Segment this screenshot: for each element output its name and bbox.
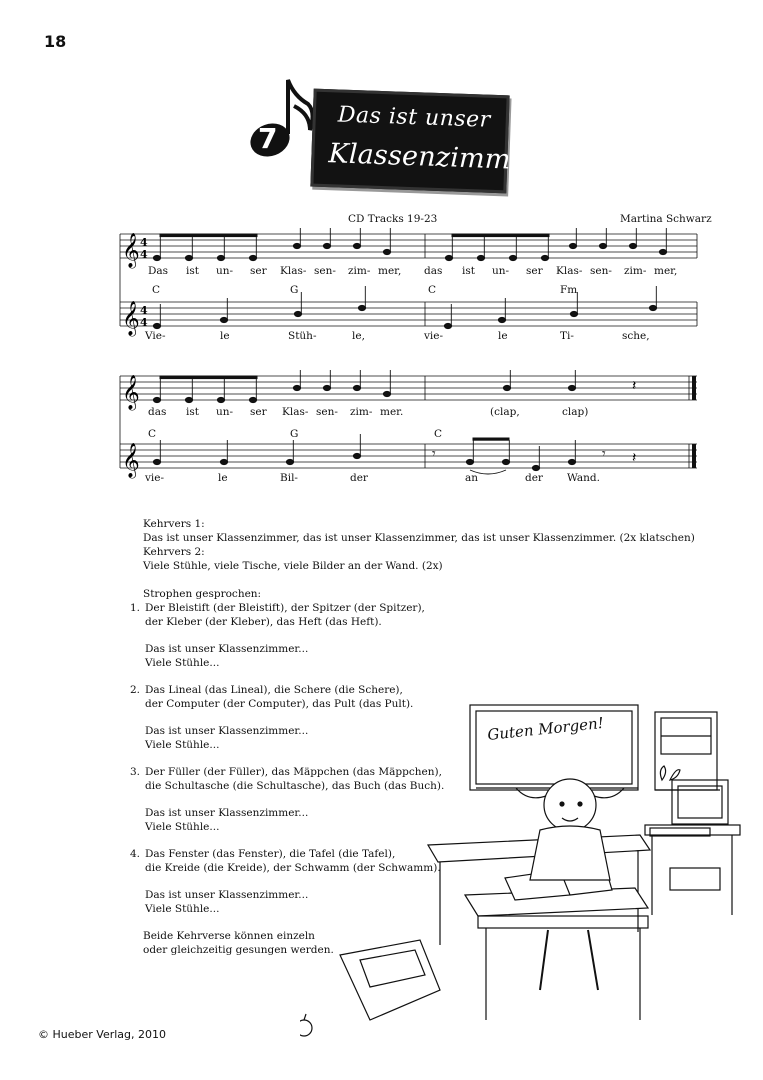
page-number: 18 bbox=[44, 32, 67, 51]
chorus-reference: Das ist unser Klassenzimmer... bbox=[145, 889, 309, 901]
svg-text:4: 4 bbox=[140, 248, 148, 261]
refrain-1-label: Kehrvers 1: bbox=[143, 518, 205, 530]
title-line-1: Das ist unser bbox=[337, 102, 492, 133]
verse-line: der Kleber (der Kleber), das Heft (das Heft). bbox=[145, 616, 382, 628]
lyric: an bbox=[465, 472, 479, 484]
svg-text:4: 4 bbox=[140, 236, 148, 249]
lyric: ser bbox=[250, 406, 267, 418]
score-system-2 bbox=[112, 370, 702, 490]
treble-clef-icon: 𝄞 bbox=[122, 443, 140, 478]
lyric: Das bbox=[148, 265, 169, 277]
lyric: un- bbox=[492, 265, 510, 277]
lyric: Bil- bbox=[280, 472, 298, 484]
lyric: der bbox=[350, 472, 368, 484]
lyric: sche, bbox=[622, 330, 650, 342]
lyric: das bbox=[148, 406, 167, 418]
lyric: zim- bbox=[350, 406, 373, 418]
lyric: das bbox=[424, 265, 443, 277]
lyric: ist bbox=[186, 406, 199, 418]
apple bbox=[300, 1020, 312, 1036]
blackboard-greeting: Guten Morgen! bbox=[486, 713, 605, 744]
blackboard bbox=[470, 705, 638, 790]
svg-text:4: 4 bbox=[140, 316, 148, 329]
chord: C bbox=[148, 428, 157, 440]
lyric: mer, bbox=[378, 265, 402, 277]
lyric: ist bbox=[186, 265, 199, 277]
verse-number: 3. bbox=[130, 766, 141, 778]
chorus-reference: Viele Stühle... bbox=[145, 657, 220, 669]
lyric: sen- bbox=[590, 265, 612, 277]
copyright-footer: © Hueber Verlag, 2010 bbox=[38, 1028, 167, 1041]
verse-line: Das Lineal (das Lineal), die Schere (die Schere), bbox=[145, 684, 403, 696]
refrain-2-label: Kehrvers 2: bbox=[143, 546, 205, 558]
lyric: Stüh- bbox=[288, 330, 317, 342]
lyric: ser bbox=[526, 265, 543, 277]
lyric: sen- bbox=[314, 265, 336, 277]
lyric: Vie- bbox=[145, 330, 166, 342]
composer-name: Martina Schwarz bbox=[620, 213, 712, 225]
cd-tracks-label: CD Tracks 19-23 bbox=[348, 213, 438, 225]
title-chalkboard bbox=[310, 89, 541, 194]
chord: G bbox=[290, 428, 299, 440]
lyric: zim- bbox=[624, 265, 647, 277]
lyric: Klas- bbox=[280, 265, 307, 277]
svg-text:4: 4 bbox=[140, 304, 148, 317]
lyric: sen- bbox=[316, 406, 338, 418]
classroom-illustration bbox=[300, 700, 760, 1045]
verse-number: 4. bbox=[130, 848, 141, 860]
chorus-reference: Das ist unser Klassenzimmer... bbox=[145, 643, 309, 655]
svg-text:𝄾: 𝄾 bbox=[602, 446, 606, 462]
lyric: un- bbox=[216, 406, 234, 418]
schoolbag bbox=[340, 940, 440, 1020]
lyric: Wand. bbox=[567, 472, 600, 484]
lyric: zim- bbox=[348, 265, 371, 277]
lyric: ist bbox=[462, 265, 475, 277]
chorus-reference: Viele Stühle... bbox=[145, 739, 220, 751]
lyric: clap) bbox=[562, 406, 589, 418]
chorus-reference: Viele Stühle... bbox=[145, 821, 220, 833]
closing-note: Beide Kehrverse können einzeln bbox=[143, 930, 315, 942]
chorus-reference: Viele Stühle... bbox=[145, 903, 220, 915]
refrain-1-text: Das ist unser Klassenzimmer, das ist unser Klassenzimmer, das ist unser Klassenzimmer. (2x klatschen) bbox=[143, 532, 695, 544]
treble-clef-icon: 𝄞 bbox=[122, 375, 140, 410]
lyric: der bbox=[525, 472, 543, 484]
lyric: le bbox=[218, 472, 228, 484]
treble-clef-icon: 𝄞 bbox=[122, 301, 140, 336]
spoken-label: Strophen gesprochen: bbox=[143, 588, 262, 600]
lyric: Ti- bbox=[560, 330, 574, 342]
lyric: Klas- bbox=[282, 406, 309, 418]
lyric: (clap, bbox=[490, 406, 520, 418]
lyric: le bbox=[498, 330, 508, 342]
chord: G bbox=[290, 284, 299, 296]
chord: C bbox=[428, 284, 437, 296]
lyric: vie- bbox=[424, 330, 444, 342]
lyric: mer, bbox=[654, 265, 678, 277]
verse-line: die Kreide (die Kreide), der Schwamm (der Schwamm). bbox=[145, 862, 441, 874]
verse-line: Der Bleistift (der Bleistift), der Spitzer (der Spitzer), bbox=[145, 602, 425, 614]
closing-note: oder gleichzeitig gesungen werden. bbox=[143, 944, 334, 956]
svg-text:𝄽: 𝄽 bbox=[632, 450, 637, 466]
girl-head bbox=[544, 779, 596, 831]
lyric: un- bbox=[216, 265, 234, 277]
chord: C bbox=[434, 428, 443, 440]
verse-line: der Computer (der Computer), das Pult (das Pult). bbox=[145, 698, 414, 710]
refrain-2-text: Viele Stühle, viele Tische, viele Bilder an der Wand. (2x) bbox=[143, 560, 443, 572]
score-system-1 bbox=[112, 228, 702, 348]
lyric: mer. bbox=[380, 406, 404, 418]
window bbox=[655, 712, 717, 790]
treble-clef-icon: 𝄞 bbox=[122, 233, 140, 268]
verse-line: Der Füller (der Füller), das Mäppchen (das Mäppchen), bbox=[145, 766, 442, 778]
lyric: ser bbox=[250, 265, 267, 277]
verse-number: 2. bbox=[130, 684, 141, 696]
svg-text:𝄽: 𝄽 bbox=[632, 378, 637, 394]
lyric: vie- bbox=[145, 472, 165, 484]
verse-number: 1. bbox=[130, 602, 141, 614]
chord: C bbox=[152, 284, 161, 296]
lyric: Klas- bbox=[556, 265, 583, 277]
chorus-reference: Das ist unser Klassenzimmer... bbox=[145, 725, 309, 737]
chord: Fm bbox=[560, 284, 578, 296]
title-line-2: Klassenzimmer bbox=[327, 138, 541, 177]
lyric: le, bbox=[352, 330, 365, 342]
chorus-reference: Das ist unser Klassenzimmer... bbox=[145, 807, 309, 819]
verse-line: Das Fenster (das Fenster), die Tafel (die Tafel), bbox=[145, 848, 396, 860]
printer bbox=[670, 868, 720, 890]
lyric: le bbox=[220, 330, 230, 342]
svg-text:𝄾: 𝄾 bbox=[432, 446, 436, 462]
track-number: 7 bbox=[258, 122, 278, 155]
verse-line: die Schultasche (die Schultasche), das Buch (das Buch). bbox=[145, 780, 445, 792]
